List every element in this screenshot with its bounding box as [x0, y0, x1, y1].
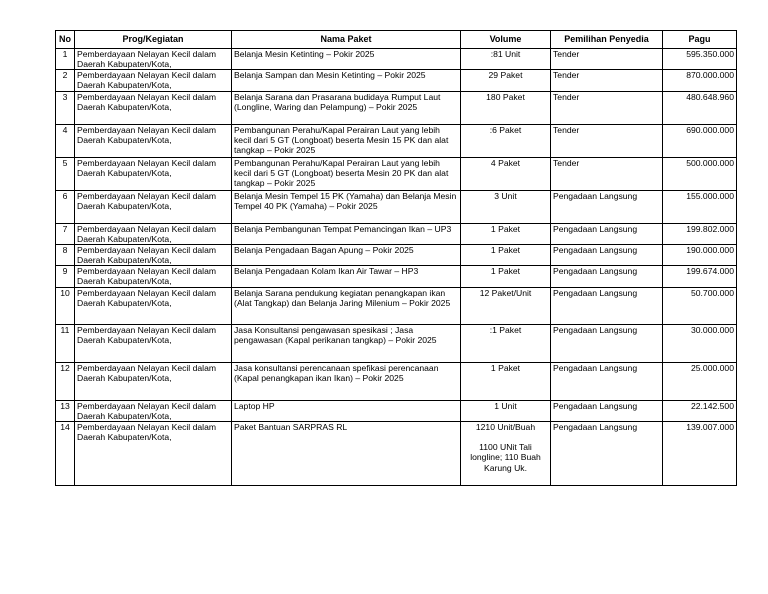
row-prog: Pemberdayaan Nelayan Kecil dalam Daerah Kabupaten/Kota,: [75, 191, 232, 224]
table-row: [56, 363, 737, 401]
table-row: [56, 125, 737, 158]
row-no: 3: [56, 92, 75, 125]
row-pagu: 199.674.000: [663, 266, 737, 288]
row-paket: Pembangunan Perahu/Kapal Perairan Laut yang lebih kecil dari 5 GT (Longboat) beserta Mesin 20 PK dan alat tangkap – Pokir 2025: [232, 158, 461, 191]
row-paket: Belanja Mesin Tempel 15 PK (Yamaha) dan Belanja Mesin Tempel 40 PK (Yamaha) – Pokir 2025: [232, 191, 461, 224]
row-prog: Pemberdayaan Nelayan Kecil dalam Daerah Kabupaten/Kota,: [75, 49, 232, 70]
row-pagu: 870.000.000: [663, 70, 737, 92]
row-no: 12: [56, 363, 75, 401]
row-penyedia: Pengadaan Langsung: [551, 288, 663, 325]
table-header-row: [56, 31, 737, 49]
row-prog: Pemberdayaan Nelayan Kecil dalam Daerah Kabupaten/Kota,: [75, 70, 232, 92]
table-row: [56, 49, 737, 70]
row-volume: 4 Paket: [461, 158, 551, 191]
row-penyedia: Tender: [551, 125, 663, 158]
row-penyedia: Pengadaan Langsung: [551, 245, 663, 266]
row-penyedia: Pengadaan Langsung: [551, 401, 663, 422]
volume-detail: 1100 UNit Tali longline; 110 Buah Karung Uk.: [470, 442, 541, 473]
row-volume: :1 Paket: [461, 325, 551, 363]
header-no: No: [56, 31, 75, 49]
row-prog: Pemberdayaan Nelayan Kecil dalam Daerah Kabupaten/Kota,: [75, 422, 232, 486]
row-paket: Belanja Sarana dan Prasarana budidaya Rumput Laut (Longline, Waring dan Pelampung) – Pokir 2025: [232, 92, 461, 125]
row-pagu: 190.000.000: [663, 245, 737, 266]
row-prog: Pemberdayaan Nelayan Kecil dalam Daerah Kabupaten/Kota,: [75, 288, 232, 325]
row-paket: Belanja Pembangunan Tempat Pemancingan Ikan – UP3: [232, 224, 461, 245]
row-volume: 180 Paket: [461, 92, 551, 125]
row-pagu: 22.142.500: [663, 401, 737, 422]
row-penyedia: Pengadaan Langsung: [551, 191, 663, 224]
header-prog: Prog/Kegiatan: [75, 31, 232, 49]
table-row: [56, 422, 737, 486]
table-row: [56, 92, 737, 125]
row-pagu: 139.007.000: [663, 422, 737, 486]
row-penyedia: Pengadaan Langsung: [551, 325, 663, 363]
row-no: 7: [56, 224, 75, 245]
row-pagu: 500.000.000: [663, 158, 737, 191]
row-volume: :6 Paket: [461, 125, 551, 158]
row-no: 5: [56, 158, 75, 191]
row-volume: 29 Paket: [461, 70, 551, 92]
header-pagu: Pagu: [663, 31, 737, 49]
row-no: 2: [56, 70, 75, 92]
row-volume: 1 Unit: [461, 401, 551, 422]
row-penyedia: Tender: [551, 158, 663, 191]
row-pagu: 25.000.000: [663, 363, 737, 401]
row-volume: 3 Unit: [461, 191, 551, 224]
row-paket: Belanja Sampan dan Mesin Ketinting – Pokir 2025: [232, 70, 461, 92]
procurement-table: [55, 30, 737, 486]
row-volume: 12 Paket/Unit: [461, 288, 551, 325]
row-prog: Pemberdayaan Nelayan Kecil dalam Daerah Kabupaten/Kota,: [75, 363, 232, 401]
row-paket: Jasa Konsultansi pengawasan spesikasi ; Jasa pengawasan (Kapal perikanan tangkap) – Pokir 2025: [232, 325, 461, 363]
row-prog: Pemberdayaan Nelayan Kecil dalam Daerah Kabupaten/Kota,: [75, 401, 232, 422]
row-penyedia: Tender: [551, 49, 663, 70]
row-no: 4: [56, 125, 75, 158]
row-penyedia: Tender: [551, 70, 663, 92]
row-pagu: 480.648.960: [663, 92, 737, 125]
header-penyedia: Pemilihan Penyedia: [551, 31, 663, 49]
row-prog: Pemberdayaan Nelayan Kecil dalam Daerah Kabupaten/Kota,: [75, 92, 232, 125]
header-paket: Nama Paket: [232, 31, 461, 49]
row-prog: Pemberdayaan Nelayan Kecil dalam Daerah Kabupaten/Kota,: [75, 245, 232, 266]
header-volume: Volume: [461, 31, 551, 49]
row-pagu: 690.000.000: [663, 125, 737, 158]
row-pagu: 50.700.000: [663, 288, 737, 325]
row-paket: Laptop HP: [232, 401, 461, 422]
row-penyedia: Pengadaan Langsung: [551, 224, 663, 245]
row-prog: Pemberdayaan Nelayan Kecil dalam Daerah Kabupaten/Kota,: [75, 125, 232, 158]
row-paket: Paket Bantuan SARPRAS RL: [232, 422, 461, 486]
row-no: 9: [56, 266, 75, 288]
row-paket: Pembangunan Perahu/Kapal Perairan Laut yang lebih kecil dari 5 GT (Longboat) beserta Mesin 15 PK dan alat tangkap – Pokir 2025: [232, 125, 461, 158]
table-row: [56, 245, 737, 266]
row-volume: 1 Paket: [461, 363, 551, 401]
row-paket: Jasa konsultansi perencanaan spefikasi perencanaan (Kapal penangkapan ikan Ikan) – Pokir 2025: [232, 363, 461, 401]
row-no: 13: [56, 401, 75, 422]
row-penyedia: Pengadaan Langsung: [551, 422, 663, 486]
row-paket: Belanja Pengadaan Kolam Ikan Air Tawar – HP3: [232, 266, 461, 288]
table-row: [56, 158, 737, 191]
row-prog: Pemberdayaan Nelayan Kecil dalam Daerah Kabupaten/Kota,: [75, 325, 232, 363]
row-penyedia: Pengadaan Langsung: [551, 266, 663, 288]
volume-main: 1210 Unit/Buah: [475, 422, 536, 432]
row-pagu: 30.000.000: [663, 325, 737, 363]
row-penyedia: Tender: [551, 92, 663, 125]
row-prog: Pemberdayaan Nelayan Kecil dalam Daerah Kabupaten/Kota,: [75, 224, 232, 245]
row-no: 8: [56, 245, 75, 266]
table-row: [56, 191, 737, 224]
row-volume: [461, 422, 551, 486]
row-pagu: 595.350.000: [663, 49, 737, 70]
row-paket: Belanja Mesin Ketinting – Pokir 2025: [232, 49, 461, 70]
table-row: [56, 224, 737, 245]
table-row: [56, 70, 737, 92]
row-no: 14: [56, 422, 75, 486]
table-row: [56, 325, 737, 363]
row-paket: Belanja Sarana pendukung kegiatan penangkapan ikan (Alat Tangkap) dan Belanja Jaring Milenium – Pokir 2025: [232, 288, 461, 325]
row-penyedia: Pengadaan Langsung: [551, 363, 663, 401]
row-no: 6: [56, 191, 75, 224]
row-prog: Pemberdayaan Nelayan Kecil dalam Daerah Kabupaten/Kota,: [75, 158, 232, 191]
row-no: 1: [56, 49, 75, 70]
table-row: [56, 401, 737, 422]
row-volume: 1 Paket: [461, 245, 551, 266]
row-paket: Belanja Pengadaan Bagan Apung – Pokir 2025: [232, 245, 461, 266]
row-pagu: 199.802.000: [663, 224, 737, 245]
row-volume: 1 Paket: [461, 266, 551, 288]
row-no: 10: [56, 288, 75, 325]
row-volume: 1 Paket: [461, 224, 551, 245]
row-prog: Pemberdayaan Nelayan Kecil dalam Daerah Kabupaten/Kota,: [75, 266, 232, 288]
row-volume: :81 Unit: [461, 49, 551, 70]
row-pagu: 155.000.000: [663, 191, 737, 224]
table-row: [56, 288, 737, 325]
table-row: [56, 266, 737, 288]
row-no: 11: [56, 325, 75, 363]
